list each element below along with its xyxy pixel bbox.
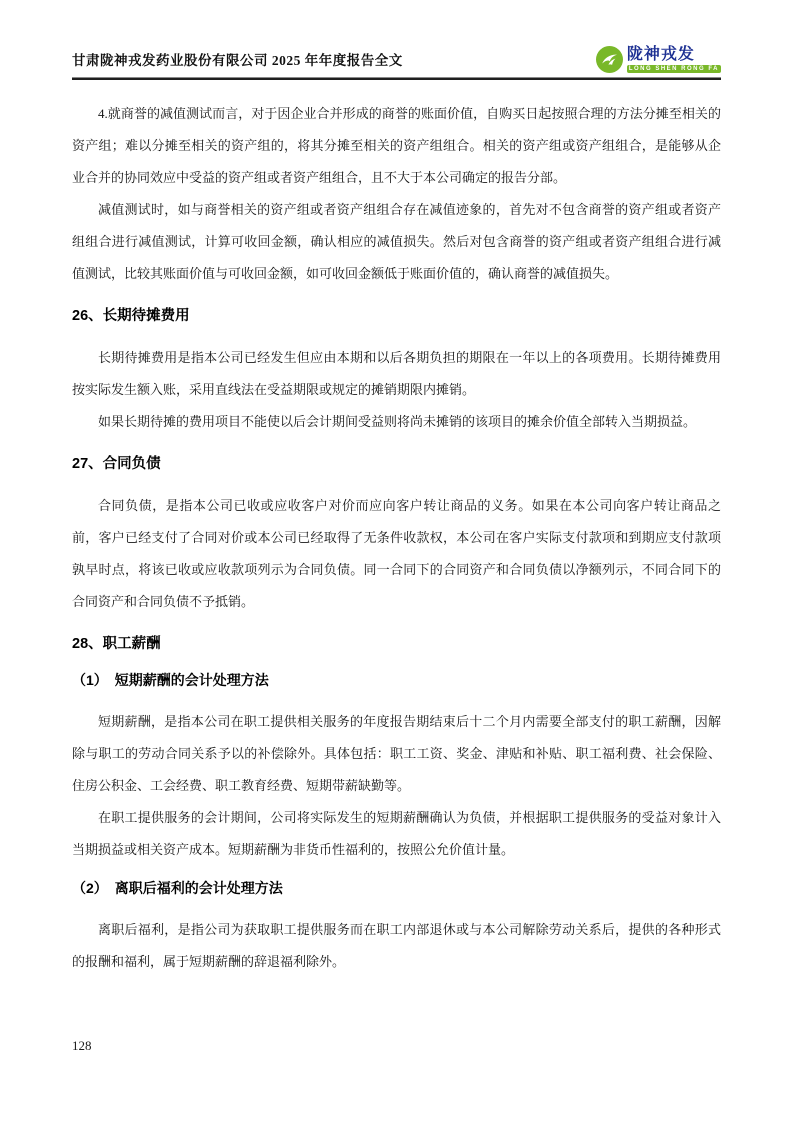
paragraph-contract-liabilities: 合同负债，是指本公司已收或应收客户对价而应向客户转让商品的义务。如果在本公司向客户转让商品之前，客户已经支付了合同对价或本公司已经取得了无条件收款权，本公司在客户实际支付款项和到期应支付款项孰早时点，将该已收或应收款项列示为合同负债。同一合同下的合同资产和合同负债以净额列示，不同合同下的合同资产和合同负债不予抵销。 — [72, 498, 721, 609]
company-logo — [596, 46, 721, 75]
paragraph-long-term-deferred-1: 长期待摊费用是指本公司已经发生但应由本期和以后各期负担的期限在一年以上的各项费用。长期待摊费用按实际发生额入账，采用直线法在受益期限或规定的摊销期限内摊销。 — [72, 350, 721, 397]
logo-company-name-en: LONG SHEN RONG FA — [628, 65, 719, 72]
paragraph-short-term-compensation-2: 在职工提供服务的会计期间，公司将实际发生的短期薪酬确认为负债，并根据职工提供服务的受益对象计入当期损益或相关资产成本。短期薪酬为非货币性福利的，按照公允价值计量。 — [72, 810, 721, 857]
logo-company-name: 陇神戎发 — [626, 45, 695, 63]
bird-swirl-icon — [596, 46, 623, 73]
header-title: 甘肃陇神戎发药业股份有限公司 2025 年年度报告全文 — [72, 53, 403, 68]
paragraph-post-employment-benefits: 离职后福利，是指公司为获取职工提供服务而在职工内部退休或与本公司解除劳动关系后，提供的各种形式的报酬和福利，属于短期薪酬的辞退福利除外。 — [72, 922, 721, 969]
subsection-heading-1-short-term-compensation: （1） 短期薪酬的会计处理方法 — [72, 672, 269, 688]
paragraph-long-term-deferred-2: 如果长期待摊的费用项目不能使以后会计期间受益则将尚未摊销的该项目的摊余价值全部转入当期损益。 — [98, 414, 697, 429]
document-content — [72, 98, 721, 978]
section-heading-26-long-term-deferred-expenses: 26、长期待摊费用 — [72, 308, 190, 324]
paragraph-short-term-compensation-1: 短期薪酬，是指本公司在职工提供相关服务的年度报告期结束后十二个月内需要全部支付的职工薪酬，因解除与职工的劳动合同关系予以的补偿除外。具体包括：职工工资、奖金、津贴和补贴、职工福利费、社会保险、住房公积金、工会经费、职工教育经费、短期带薪缺勤等。 — [72, 714, 721, 793]
page-number: 128 — [72, 1038, 92, 1053]
page-header — [72, 0, 721, 75]
logo-text-block — [627, 47, 721, 73]
subsection-heading-2-post-employment-benefits: （2） 离职后福利的会计处理方法 — [72, 880, 283, 896]
paragraph-goodwill-impairment-2: 减值测试时，如与商誉相关的资产组或者资产组组合存在减值迹象的，首先对不包含商誉的资产组或者资产组组合进行减值测试，计算可收回金额，确认相应的减值损失。然后对包含商誉的资产组或者资产组组合进行减值测试，比较其账面价值与可收回金额，如可收回金额低于账面价值的，确认商誉的减值损失。 — [72, 202, 721, 281]
paragraph-goodwill-impairment-1: 4.就商誉的减值测试而言，对于因企业合并形成的商誉的账面价值，自购买日起按照合理的方法分摊至相关的资产组；难以分摊至相关的资产组的，将其分摊至相关的资产组组合。相关的资产组或资产组组合，是能够从企业合并的协同效应中受益的资产组或者资产组组合，且不大于本公司确定的报告分部。 — [72, 106, 721, 185]
section-heading-28-employee-compensation: 28、职工薪酬 — [72, 636, 161, 652]
section-heading-27-contract-liabilities: 27、合同负债 — [72, 456, 161, 472]
header-divider — [72, 77, 721, 80]
